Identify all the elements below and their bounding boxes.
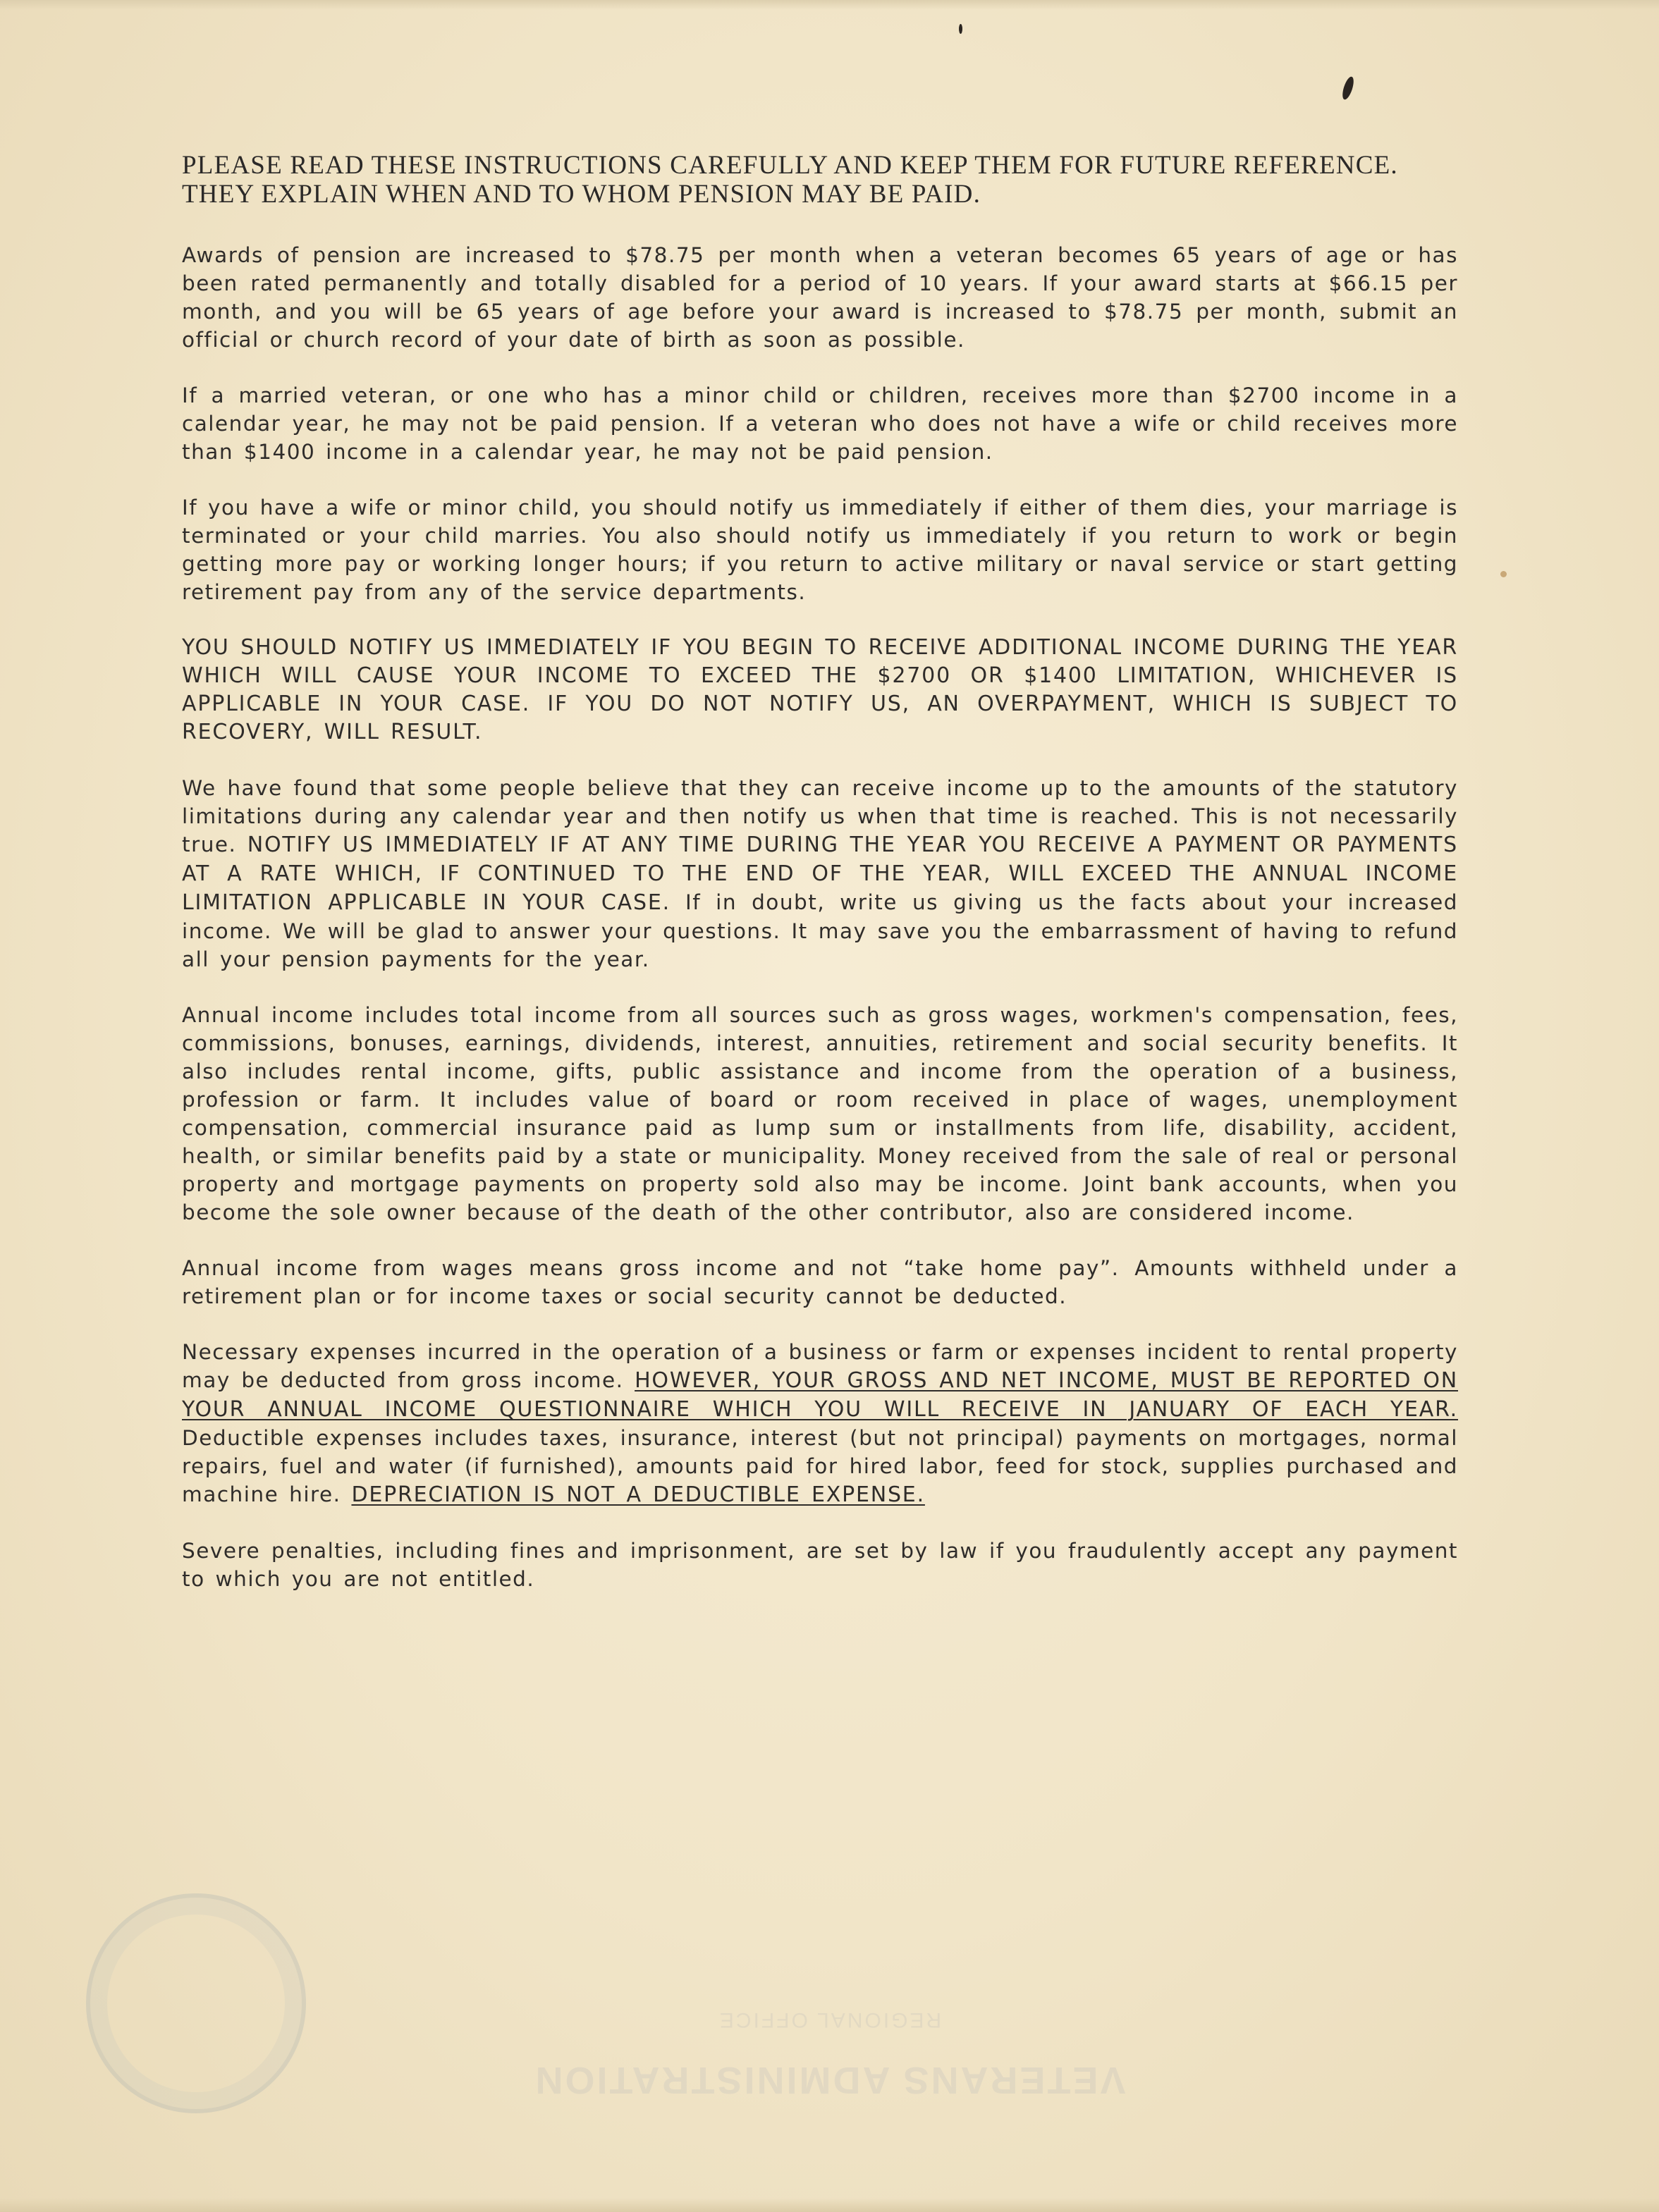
ink-spot — [1340, 75, 1356, 101]
paragraph-penalties: Severe penalties, including fines and imprisonment, are set by law if you fraudulently accept any payment to which you are not entitled. — [182, 1539, 1458, 1591]
paragraph-deductible-expenses — [182, 1338, 1458, 1509]
page-heading: PLEASE READ THESE INSTRUCTIONS CAREFULLY AND KEEP THEM FOR FUTURE REFERENCE. THEY EXPLAIN WHEN AND TO WHOM PENSION MAY BE PAID. — [182, 151, 1398, 209]
expenses-intro-text: Necessary expenses incurred in the operation of a business or farm or expenses incident to rental property may be deducted from gross income. — [182, 1340, 1458, 1392]
paragraph-annual-income-definition: Annual income includes total income from all sources such as gross wages, workmen's compensation, fees, commissions, bonuses, earnings, dividends, interest, annuities, retirement and social security benefits. It also includes rental income, gifts, public assistance and income from the operation of a business, profession or farm. It includes value of board or room received in place of wages, unemployment compensation, commercial insurance paid as lump sum or installments from life, disability, accident, health, or similar benefits paid by a state or municipality. Money received from the sale of real or personal property and mortgage payments on property sold also may be income. Joint bank accounts, when you become the sole owner because of the death of the other contributor, also are considered income. — [182, 1003, 1458, 1224]
limitations-intro-text: We have found that some people believe that they can receive income up to the amounts of the statutory limitations during any calendar year and then notify us when that time is reached. This is not necessarily true. — [182, 776, 1458, 856]
page-edge-bottom — [0, 2198, 1659, 2212]
depreciation-notice-underlined: DEPRECIATION IS NOT A DEDUCTIBLE EXPENSE. — [351, 1482, 925, 1507]
page-edge-top — [0, 0, 1659, 10]
paragraph-notify-additional-income: YOU SHOULD NOTIFY US IMMEDIATELY IF YOU BEGIN TO RECEIVE ADDITIONAL INCOME DURING THE YEAR WHICH WILL CAUSE YOUR INCOME TO EXCEED THE $2700 OR $1400 LIMITATION, WHICHEVER IS APPLICABLE IN YOUR CASE. IF YOU DO NOT NOTIFY US, AN OVERPAYMENT, WHICH IS SUBJECT TO RECOVERY, WILL RESULT. — [182, 635, 1458, 744]
questionnaire-notice-underlined: HOWEVER, YOUR GROSS AND NET INCOME, MUST BE REPORTED ON YOUR ANNUAL INCOME QUESTIONNAIRE WHICH YOU WILL RECEIVE IN JANUARY OF EACH YEAR. — [182, 1368, 1458, 1422]
limitations-notice-caps: NOTIFY US IMMEDIATELY IF AT ANY TIME DURING THE YEAR YOU RECEIVE A PAYMENT OR PAYMENTS AT A RATE WHICH, IF CONTINUED TO THE END OF THE YEAR, WILL EXCEED THE ANNUAL INCOME LIMITATION APPLICABLE IN YOUR CASE. — [182, 832, 1458, 915]
paragraph-statutory-limitations — [182, 774, 1458, 973]
paragraph-income-limits: If a married veteran, or one who has a minor child or children, receives more than $2700 income in a calendar year, he may not be paid pension. If a veteran who does not have a wife or child receives more than $1400 income in a calendar year, he may not be paid pension. — [182, 383, 1458, 464]
ink-spot — [959, 24, 962, 34]
limitations-closing-text: If in doubt, write us giving us the facts about your increased income. We will be glad to answer your questions. It may save you the embarrassment of having to refund all your pension payments for the year. — [182, 890, 1459, 971]
bleed-through-office: REGIONAL OFFICE — [717, 2008, 942, 2032]
paragraph-pension-increase: Awards of pension are increased to $78.75 per month when a veteran becomes 65 years of age or has been rated permanently and totally disabled for a period of 10 years. If your award starts at $66.15 per month, and you will be 65 years of age before your award is increased to $78.75 per month, submit an official or church record of your date of birth as soon as possible. — [182, 243, 1458, 352]
deductible-expenses-list: Deductible expenses includes taxes, insurance, interest (but not principal) payments on mortgages, normal repairs, fuel and water (if furnished), amounts paid for hired labor, feed for stock, supplies purchased and machine hire. — [182, 1426, 1458, 1506]
bleed-through-agency: VETERANS ADMINISTRATION — [533, 2059, 1126, 2101]
paragraph-wages-gross-income: Annual income from wages means gross income and not “take home pay”. Amounts withheld under a retirement plan or for income taxes or social security cannot be deducted. — [182, 1256, 1458, 1308]
faded-seal — [86, 1893, 306, 2113]
paragraph-notify-changes: If you have a wife or minor child, you should notify us immediately if either of them dies, your marriage is terminated or your child marries. You also should notify us immediately if you return to work or begin getting more pay or working longer hours; if you return to active military or naval service or start getting retirement pay from any of the service departments. — [182, 496, 1458, 604]
instructions-body — [182, 151, 1458, 1621]
stain-spot — [1500, 571, 1507, 577]
